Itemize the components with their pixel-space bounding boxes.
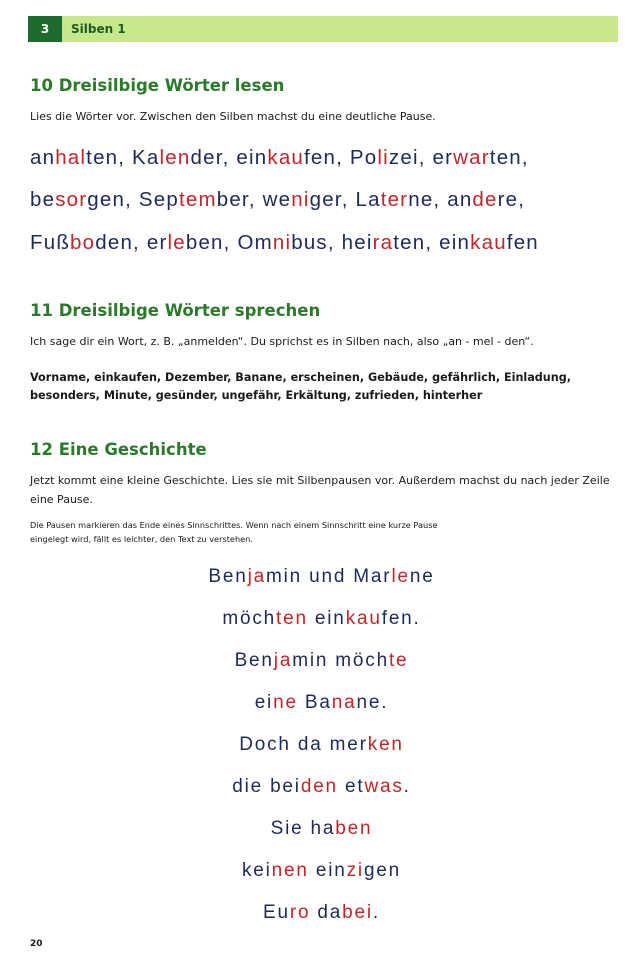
syllable-text: ein [308, 860, 347, 881]
highlighted-syllable: ni [272, 231, 292, 254]
highlighted-syllable: ja [247, 566, 267, 587]
highlighted-syllable: len [159, 146, 191, 169]
section-10-instruction: Lies die Wörter vor. Zwischen den Silben machst du eine deutliche Pause. [30, 110, 436, 123]
chapter-number: 3 [28, 16, 62, 42]
syllable-text: ne [409, 566, 435, 587]
story-line [0, 650, 643, 672]
highlighted-syllable: na [331, 692, 357, 713]
highlighted-syllable: bei [342, 902, 373, 923]
section-11-word-list: Vorname, einkaufen, Dezember, Banane, erscheinen, Gebäude, gefährlich, Einladung, besonders, Minute, gesünder, ungefähr, Erkältung, zufrieden, hinterher [30, 371, 571, 402]
word-line [30, 188, 525, 212]
highlighted-syllable: den [300, 776, 338, 797]
syllable-text: den, er [95, 231, 168, 254]
highlighted-syllable: tem [178, 188, 217, 211]
story-line [0, 902, 643, 924]
chapter-header-bar [28, 16, 618, 42]
syllable-text: Sie ha [270, 818, 336, 839]
chapter-title: Silben 1 [71, 22, 126, 36]
highlighted-syllable: ten [276, 608, 308, 629]
highlighted-syllable: bo [70, 231, 96, 254]
highlighted-syllable: ja [273, 650, 293, 671]
section-11-title: 11 Dreisilbige Wörter sprechen [30, 301, 321, 320]
syllable-text: ne, an [408, 188, 473, 211]
syllable-text: ten, [489, 146, 529, 169]
highlighted-syllable: zi [346, 860, 364, 881]
syllable-text: kei [241, 860, 272, 881]
word-line [30, 231, 539, 255]
syllable-text: an [30, 146, 56, 169]
syllable-text: . [372, 902, 381, 923]
syllable-text: die bei [232, 776, 301, 797]
story-line [0, 608, 643, 630]
highlighted-syllable: ro [289, 902, 311, 923]
syllable-text: . [403, 776, 411, 797]
section-12-instruction: Jetzt kommt eine kleine Geschichte. Lies sie mit Silbenpausen vor. Außerdem machst du nach jeder Zeile eine Pause. [30, 474, 610, 506]
story-line [0, 776, 643, 798]
story-line [0, 692, 643, 714]
story-line [0, 734, 643, 756]
syllable-text: et [337, 776, 365, 797]
highlighted-syllable: ben [335, 818, 373, 839]
syllable-text: ben, Om [185, 231, 273, 254]
syllable-text: fen, Po [304, 146, 378, 169]
highlighted-syllable: ni [291, 188, 310, 211]
syllable-text: gen [363, 860, 402, 881]
highlighted-syllable: le [391, 566, 410, 587]
syllable-text: zei, er [388, 146, 454, 169]
syllable-text: be [30, 188, 56, 211]
highlighted-syllable: nen [271, 860, 309, 881]
highlighted-syllable: kau [345, 608, 382, 629]
syllable-text: fen. [381, 608, 421, 629]
syllable-text: ten, Ka [86, 146, 160, 169]
syllable-text: Eu [262, 902, 290, 923]
highlighted-syllable: war [453, 146, 490, 169]
syllable-text: Ben [234, 650, 274, 671]
syllable-text: ten, ein [393, 231, 471, 254]
syllable-text: bus, hei [291, 231, 373, 254]
syllable-text: ne. [356, 692, 389, 713]
highlighted-syllable: te [388, 650, 409, 671]
highlighted-syllable: ter [380, 188, 409, 211]
highlighted-syllable: ra [372, 231, 394, 254]
syllable-text: gen, Sep [87, 188, 179, 211]
story-line [0, 860, 643, 882]
syllable-text: min und Mar [266, 566, 392, 587]
highlighted-syllable: ne [273, 692, 298, 713]
highlighted-syllable: li [377, 146, 389, 169]
syllable-text: min möch [292, 650, 389, 671]
syllable-text: ger, La [309, 188, 381, 211]
highlighted-syllable: ken [367, 734, 404, 755]
story-line [0, 818, 643, 840]
highlighted-syllable: hal [55, 146, 87, 169]
syllable-text: möch [222, 608, 277, 629]
highlighted-syllable: le [167, 231, 186, 254]
section-12-note: Die Pausen markieren das Ende eines Sinnschrittes. Wenn nach einem Sinnschritt eine kurze Pause eingelegt wird, fällt es leichter, den Text zu verstehen. [30, 520, 438, 544]
syllable-text: ein [307, 608, 346, 629]
syllable-text: Ba [297, 692, 332, 713]
word-line [30, 146, 529, 170]
highlighted-syllable: kau [267, 146, 305, 169]
highlighted-syllable: was [364, 776, 404, 797]
syllable-text: Ben [208, 566, 248, 587]
story-line [0, 566, 643, 588]
syllable-text: re, [497, 188, 526, 211]
syllable-text: fen [506, 231, 539, 254]
syllable-text: da [310, 902, 343, 923]
syllable-text: ei [254, 692, 274, 713]
section-10-title: 10 Dreisilbige Wörter lesen [30, 76, 285, 95]
highlighted-syllable: kau [470, 231, 507, 254]
syllable-text: ber, we [216, 188, 292, 211]
page-number: 20 [30, 939, 43, 949]
section-12-title: 12 Eine Geschichte [30, 440, 207, 459]
section-11-instruction: Ich sage dir ein Wort, z. B. „anmelden“. Du sprichst es in Silben nach, also „an - mel - den“. [30, 335, 534, 348]
highlighted-syllable: de [472, 188, 498, 211]
syllable-text: Fuß [30, 231, 71, 254]
highlighted-syllable: sor [55, 188, 88, 211]
syllable-text: der, ein [190, 146, 268, 169]
syllable-text: Doch da mer [239, 734, 368, 755]
